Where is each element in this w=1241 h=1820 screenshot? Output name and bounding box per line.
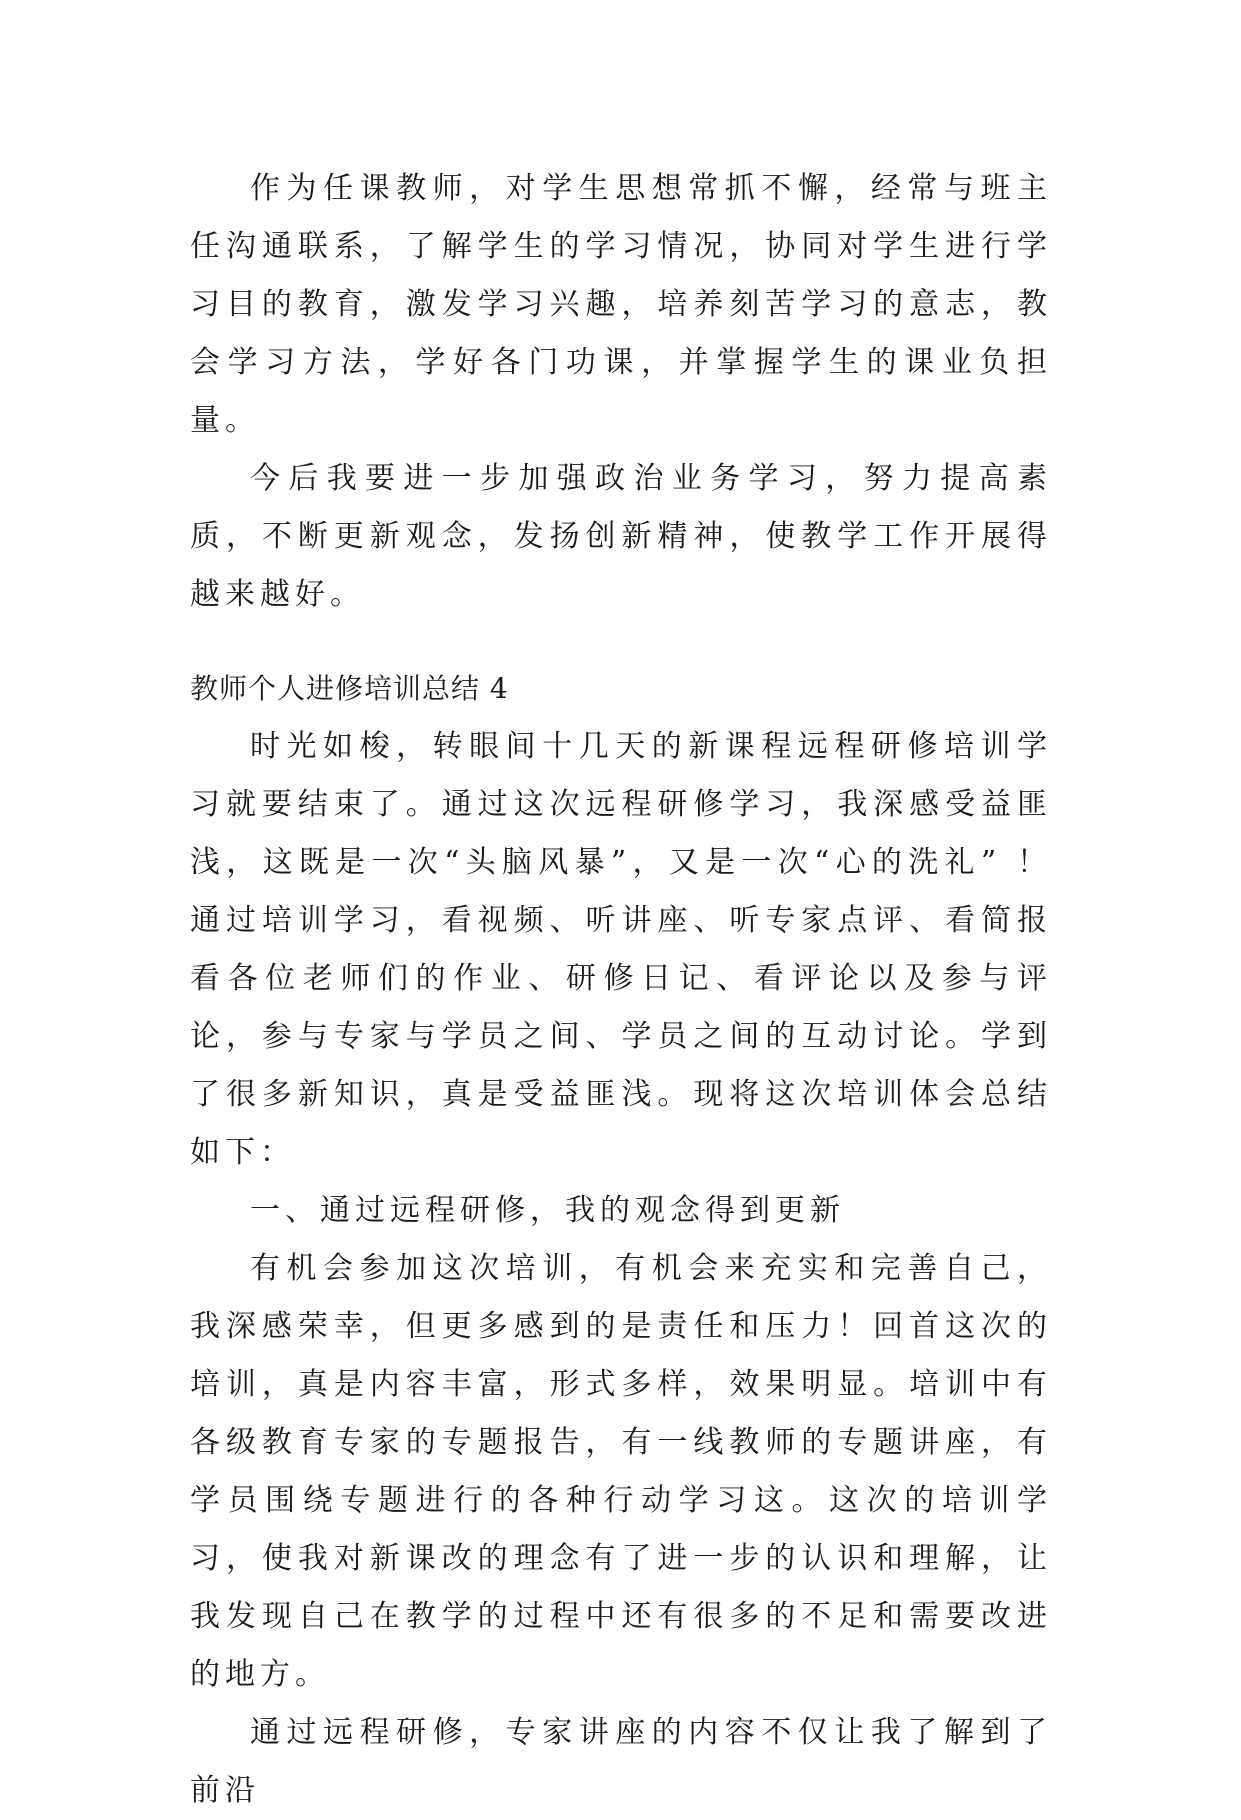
paragraph-expert-lectures: 通过远程研修，专家讲座的内容不仅让我了解到了前沿: [190, 1715, 1052, 1808]
paragraph-training-reflection: 有机会参加这次培训，有机会来充实和完善自己，我深感荣幸，但更多感到的是责任和压力！回首这次的培训，真是内容丰富，形式多样，效果明显。培训中有各级教育专家的专题报告，有一线教师的专题讲座，有学员围绕专题进行的各种行动学习这。这次的培训学习，使我对新课改的理念有了进一步的认识和理解，让我发现自己在教学的过程中还有很多的不足和需要改进的地方。: [190, 1251, 1052, 1692]
paragraph-teacher-duties: 作为任课教师，对学生思想常抓不懈，经常与班主任沟通联系，了解学生的学习情况，协同对学生进行学习目的教育，激发学习兴趣，培养刻苦学习的意志，教会学习方法，学好各门功课，并掌握学生的课业负担量。: [190, 171, 1052, 438]
paragraph-subheading-one: 一、通过远程研修，我的观念得到更新: [250, 1193, 845, 1228]
paragraph-future-plan: 今后我要进一步加强政治业务学习，努力提高素质，不断更新观念，发扬创新精神，使教学工作开展得越来越好。: [190, 461, 1052, 612]
section-title: 教师个人进修培训总结 4: [190, 672, 509, 705]
document-body: [190, 160, 1052, 1820]
paragraph-intro: 时光如梭，转眼间十几天的新课程远程研修培训学习就要结束了。通过这次远程研修学习，我深感受益匪浅，这既是一次“头脑风暴”，又是一次“心的洗礼” ！通过培训学习，看视频、听讲座、听专家点评、看简报看各位老师们的作业、研修日记、看评论以及参与评论，参与专家与学员之间、学员之间的互动讨论。学到了很多新知识，真是受益匪浅。现将这次培训体会总结如下：: [190, 729, 1052, 1170]
